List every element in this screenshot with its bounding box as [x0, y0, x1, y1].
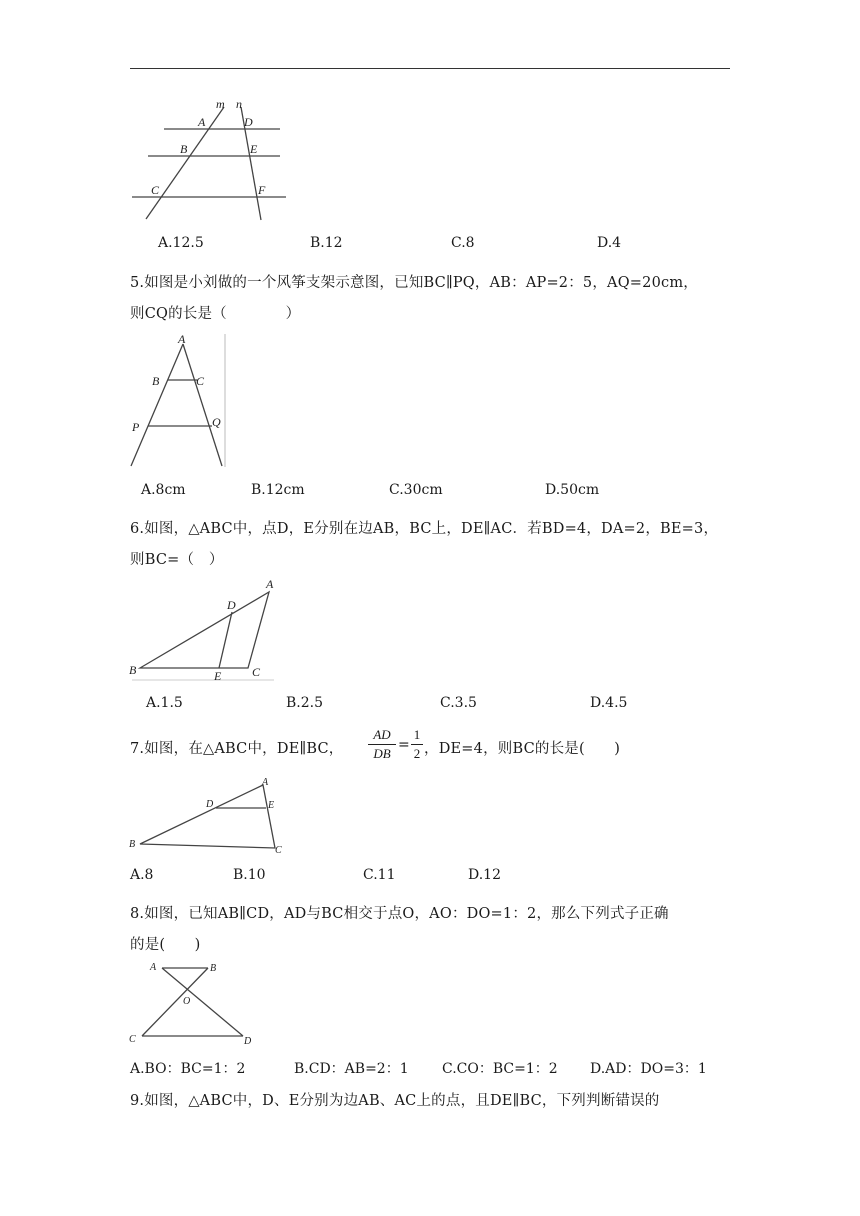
q4-option-d: D.4 [597, 235, 622, 251]
fig8-label-o: O [183, 996, 191, 1007]
q5-text-line2: 则CQ的长是（ ） [130, 306, 301, 322]
q7-text-prefix: 7.如图，在△ABC中，DE∥BC， [130, 741, 344, 757]
q7-frac-numerator: AD [373, 727, 391, 742]
q4-option-c: C.8 [451, 235, 475, 251]
q5-text-line1: 5.如图是小刘做的一个风筝支架示意图，已知BC∥PQ，AB：AP=2：5，AQ=20cm， [130, 275, 698, 291]
figure-q6-triangle [128, 576, 278, 684]
q7-frac-bar [368, 744, 396, 745]
q6-text-line2: 则BC=（ ） [130, 552, 224, 568]
fig7-label-a: A [262, 777, 269, 788]
fig4-label-c: C [151, 183, 160, 197]
q8-text-line1: 8.如图，已知AB∥CD，AD与BC相交于点O，AO：DO=1：2，那么下列式子正确 [130, 906, 669, 922]
fig8-label-b: B [210, 963, 217, 974]
q7-half-denominator: 2 [413, 746, 421, 761]
fig4-label-n: n [236, 97, 242, 111]
q5-option-c: C.30cm [389, 482, 443, 498]
figure-q8-crossed-triangles [128, 958, 268, 1048]
q7-option-a: A.8 [130, 867, 154, 883]
fig4-label-f: F [258, 183, 266, 197]
q6-text-line1: 6.如图，△ABC中，点D，E分别在边AB，BC上，DE∥AC．若BD=4，DA=2，BE=3， [130, 521, 719, 537]
fig5-label-a: A [178, 332, 186, 346]
q7-option-b: B.10 [233, 867, 266, 883]
q7-fraction-ad-db [368, 727, 396, 762]
q5-option-d: D.50cm [545, 482, 600, 498]
q8-option-c: C.CO：BC=1：2 [442, 1061, 558, 1077]
figure-q4-parallel-lines [128, 96, 298, 226]
q7-half-bar [411, 744, 423, 745]
q8-text-line2: 的是( ) [130, 937, 201, 953]
q4-option-b: B.12 [310, 235, 343, 251]
q8-option-a: A.BO：BC=1：2 [130, 1061, 246, 1077]
fig5-label-b: B [152, 374, 160, 388]
q7-equals-sign: = [398, 737, 410, 753]
q5-option-b: B.12cm [251, 482, 305, 498]
q8-option-d: D.AD：DO=3：1 [590, 1061, 707, 1077]
fig4-label-a: A [198, 115, 206, 129]
fig7-label-e: E [268, 800, 275, 811]
q7-fraction-one-half [411, 727, 423, 762]
figure-q5-kite-frame [128, 330, 228, 470]
q7-frac-denominator: DB [373, 746, 391, 761]
q4-option-a: A.12.5 [158, 235, 204, 251]
q7-option-c: C.11 [363, 867, 396, 883]
q7-text-suffix: ，DE=4，则BC的长是( ) [424, 741, 621, 757]
q6-option-b: B.2.5 [286, 695, 324, 711]
fig6-label-e: E [214, 669, 222, 683]
q7-option-d: D.12 [468, 867, 501, 883]
figure-q7-triangle [128, 775, 288, 857]
q9-text-line1: 9.如图，△ABC中，D、E分别为边AB、AC上的点，且DE∥BC，下列判断错误的 [130, 1093, 660, 1109]
fig6-label-a: A [266, 577, 274, 591]
q5-option-a: A.8cm [141, 482, 186, 498]
fig6-label-c: C [252, 665, 261, 679]
fig7-label-b: B [129, 839, 136, 850]
fig8-label-c: C [129, 1034, 136, 1045]
fig7-label-d: D [206, 799, 214, 810]
fig8-label-a: A [150, 962, 157, 973]
q8-option-b: B.CD：AB=2：1 [294, 1061, 409, 1077]
fig4-label-m: m [216, 97, 225, 111]
fig5-label-q: Q [212, 415, 221, 429]
fig4-label-e: E [250, 142, 258, 156]
fig4-label-b: B [180, 142, 188, 156]
q7-half-numerator: 1 [413, 727, 421, 742]
header-rule [130, 68, 730, 69]
fig6-label-b: B [129, 663, 137, 677]
fig8-label-d: D [244, 1036, 252, 1047]
fig5-label-c: C [196, 374, 205, 388]
q6-option-d: D.4.5 [590, 695, 628, 711]
fig7-label-c: C [275, 845, 282, 856]
fig4-label-d: D [244, 115, 253, 129]
fig5-label-p: P [132, 420, 140, 434]
fig6-label-d: D [227, 598, 236, 612]
q6-option-c: C.3.5 [440, 695, 477, 711]
q6-option-a: A.1.5 [146, 695, 183, 711]
